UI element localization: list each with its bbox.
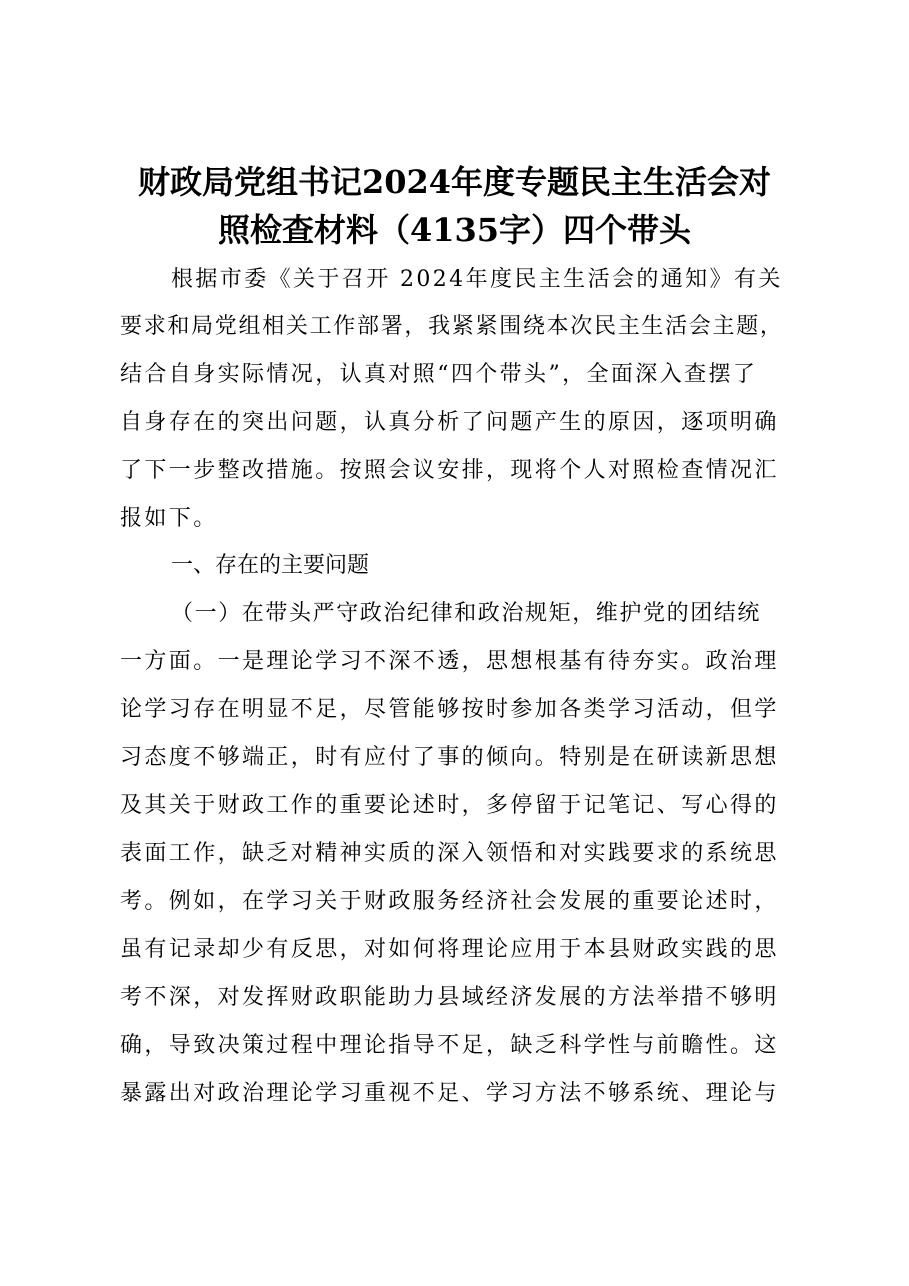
section-line-10: 确，导致决策过程中理论指导不足，缺乏科学性与前瞻性。这 xyxy=(120,1033,779,1058)
intro-line-2: 要求和局党组相关工作部署，我紧紧围绕本次民主生活会主题， xyxy=(120,314,784,339)
intro-line-1: 根据市委《关于召开 2024年度民主生活会的通知》有关 xyxy=(171,267,783,292)
section-heading: 一、存在的主要问题 xyxy=(171,553,370,578)
section-line-3: 论学习存在明显不足，尽管能够按时参加各类学习活动，但学 xyxy=(120,697,779,722)
section-line-8: 虽有记录却少有反思，对如何将理论应用于本县财政实践的思 xyxy=(120,937,779,962)
section-line-6: 表面工作，缺乏对精神实质的深入领悟和对实践要求的系统思 xyxy=(120,841,779,866)
section-line-2: 一方面。一是理论学习不深不透，思想根基有待夯实。政治理 xyxy=(120,649,779,674)
section-line-4: 习态度不够端正，时有应付了事的倾向。特别是在研读新思想 xyxy=(120,745,779,770)
section-line-11: 暴露出对政治理论学习重视不足、学习方法不够系统、理论与 xyxy=(120,1081,779,1106)
section-line-7: 考。例如，在学习关于财政服务经济社会发展的重要论述时， xyxy=(120,889,779,914)
intro-line-4: 自身存在的突出问题，认真分析了问题产生的原因，逐项明确 xyxy=(120,410,779,435)
section-line-1: （一）在带头严守政治纪律和政治规矩，维护党的团结统 xyxy=(171,601,762,626)
intro-line-5: 了下一步整改措施。按照会议安排，现将个人对照检查情况汇 xyxy=(120,458,779,483)
section-line-5: 及其关于财政工作的重要论述时，多停留于记笔记、写心得的 xyxy=(120,793,779,818)
intro-line-3: 结合自身实际情况，认真对照“四个带头”，全面深入查摆了 xyxy=(120,362,758,387)
document-title-line-2: 照检查材料（4135字）四个带头 xyxy=(217,211,692,249)
section-line-9: 考不深，对发挥财政职能助力县域经济发展的方法举措不够明 xyxy=(120,985,779,1010)
intro-line-6: 报如下。 xyxy=(120,506,218,531)
document-title-line-1: 财政局党组书记2024年度专题民主生活会对 xyxy=(137,163,772,201)
